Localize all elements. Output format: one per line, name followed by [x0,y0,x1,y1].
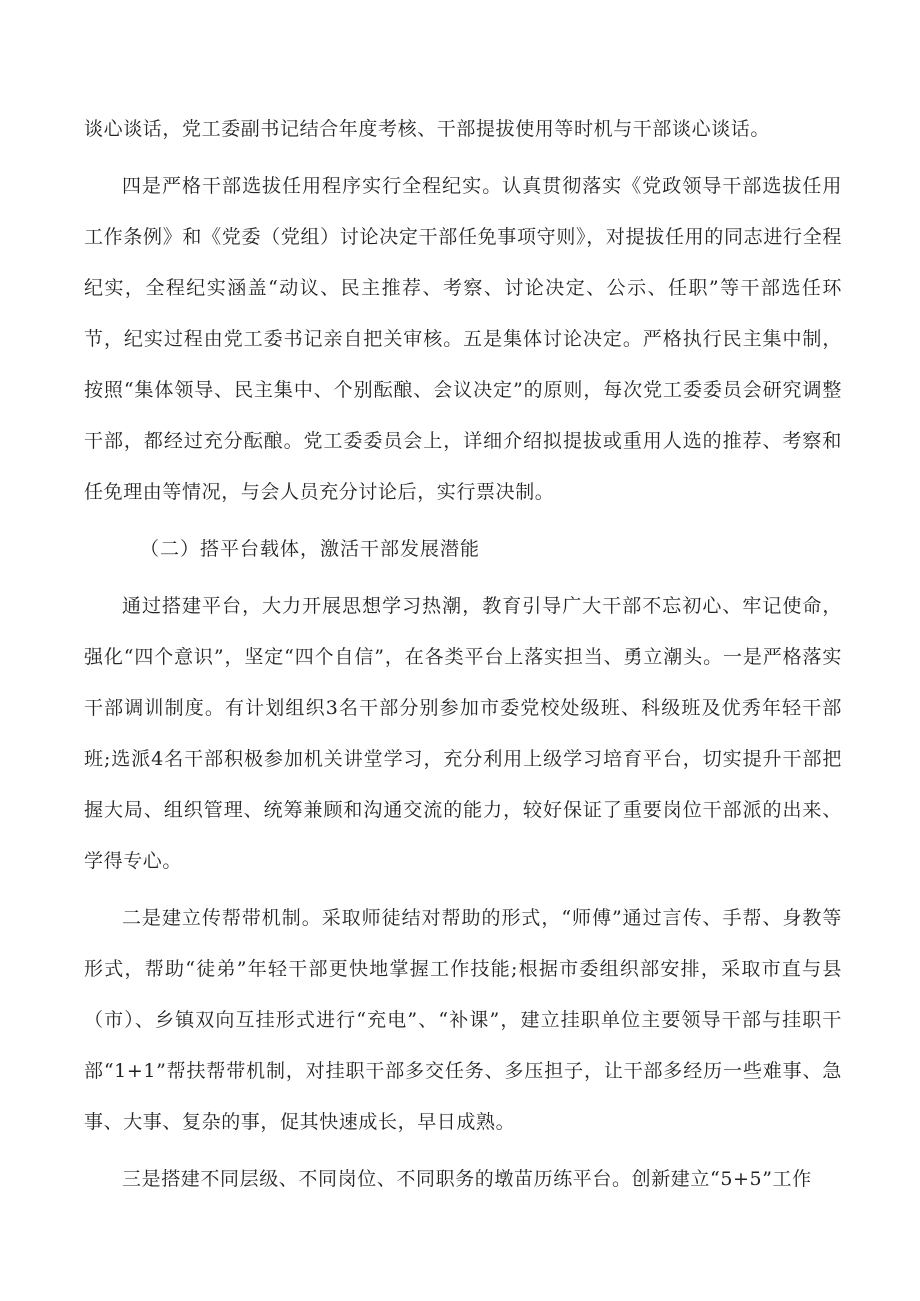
paragraph-practice-platform: 三是搭建不同层级、不同岗位、不同职务的墩苗历练平台。创新建立“5+5”工作 [122,1168,812,1190]
paragraph-platform-training: 通过搭建平台，大力开展思想学习热潮，教育引导广大干部不忘初心、牢记使命，强化“四个意识”，坚定“四个自信”，在各类平台上落实担当、勇立潮头。一是严格落实干部调训制度。有计划组织3名干部分别参加市委党校处级班、科级班及优秀年轻干部班;选派4名干部积极参加机关讲堂学习，充分利用上级学习培育平台，切实提升干部把握大局、组织管理、统筹兼顾和沟通交流的能力，较好保证了重要岗位干部派的出来、学得专心。 [84,595,842,872]
paragraph-mentorship: 二是建立传帮带机制。采取师徒结对帮助的形式，“师傅”通过言传、手帮、身教等形式，帮助“徒弟”年轻干部更快地掌握工作技能;根据市委组织部安排，采取市直与县（市）、乡镇双向互挂形式进行“充电”、“补课”，建立挂职单位主要领导干部与挂职干部“1+1”帮扶帮带机制，对挂职干部多交任务、多压担子，让干部多经历一些难事、急事、大事、复杂的事，促其快速成长，早日成熟。 [84,907,842,1133]
document-body [84,104,842,1211]
paragraph-continuation: 谈心谈话，党工委副书记结合年度考核、干部提拔使用等时机与干部谈心谈话。 [84,118,771,140]
section-heading: （二）搭平台载体，激活干部发展潜能 [140,538,481,560]
paragraph-selection-record: 四是严格干部选拔任用程序实行全程纪实。认真贯彻落实《党政领导干部选拔任用工作条例》和《党委（党组）讨论决定干部任免事项守则》，对提拔任用的同志进行全程纪实，全程纪实涵盖“动议、民主推荐、考察、讨论决定、公示、任职”等干部选任环节，纪实过程由党工委书记亲自把关审核。五是集体讨论决定。严格执行民主集中制，按照“集体领导、民主集中、个别酝酿、会议决定”的原则，每次党工委委员会研究调整干部，都经过充分酝酿。党工委委员会上，详细介绍拟提拔或重用人选的推荐、考察和任免理由等情况，与会人员充分讨论后，实行票决制。 [84,175,842,503]
